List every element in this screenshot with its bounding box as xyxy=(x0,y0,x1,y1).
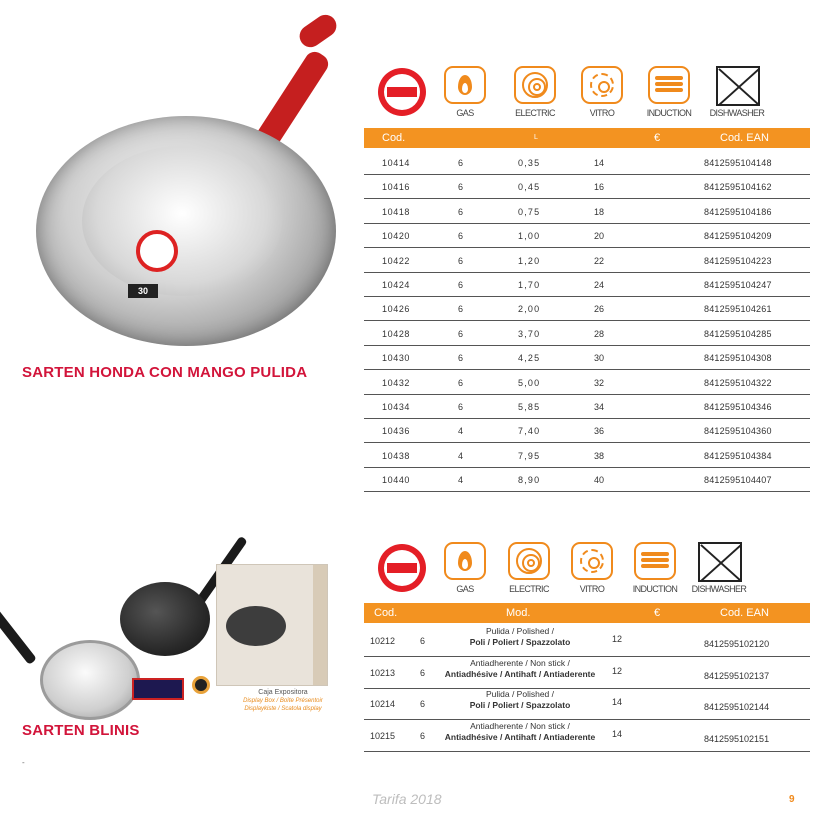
diameter-cm: 32 xyxy=(594,377,605,388)
electric-icon xyxy=(514,66,556,104)
la-ideal-brand-badge-icon xyxy=(378,68,426,116)
capacity-liters: 5,85 xyxy=(518,402,541,412)
table1-header xyxy=(364,128,810,148)
capacity-liters: 0,45 xyxy=(518,182,541,193)
gas-label: GAS xyxy=(456,108,474,118)
diameter-cm: 12 xyxy=(612,665,623,676)
table-row xyxy=(364,624,810,657)
product-code: 10440 xyxy=(382,475,411,486)
brand-sticker xyxy=(136,230,178,272)
box-quantity: 6 xyxy=(420,667,426,678)
vitro-label-2: VITRO xyxy=(579,584,605,594)
ean-code: 8412595104148 xyxy=(704,158,772,168)
box-quantity: 6 xyxy=(458,231,464,242)
table-row xyxy=(364,321,810,346)
electric-icon-2 xyxy=(508,542,550,580)
box-quantity: 6 xyxy=(458,255,464,266)
table-row xyxy=(364,394,810,419)
model-description xyxy=(430,721,610,743)
box-quantity: 6 xyxy=(458,304,464,315)
box-quantity: 6 xyxy=(420,730,426,741)
gas-icon-2 xyxy=(444,542,486,580)
diameter-cm: 12 xyxy=(612,634,623,644)
vitro-icon xyxy=(581,66,623,104)
table-row xyxy=(364,418,810,443)
ean-code: 8412595104162 xyxy=(704,182,772,193)
diameter-cm: 14 xyxy=(612,728,623,739)
model-line-2: Poli / Poliert / Spazzolato xyxy=(469,637,571,647)
pan-handle-end xyxy=(295,11,340,52)
table-row xyxy=(364,370,810,395)
diameter-cm: 20 xyxy=(594,231,605,242)
diameter-cm: 22 xyxy=(594,255,605,266)
diameter-cm: 40 xyxy=(594,475,605,486)
pan-handle-black xyxy=(0,572,37,665)
model-line-2: Antiadhésive / Antihaft / Antiaderente xyxy=(444,731,596,742)
product-code: 10418 xyxy=(382,206,411,217)
ean-code: 8412595104384 xyxy=(704,450,772,461)
vitari-logo xyxy=(132,678,184,700)
header-liters: L xyxy=(534,134,538,141)
ean-code: 8412595104261 xyxy=(704,304,772,315)
dishwasher-label-2: DISHWASHER xyxy=(691,584,747,594)
diameter-cm: 14 xyxy=(594,158,605,168)
model-description xyxy=(430,626,610,648)
product-code: 10420 xyxy=(382,231,411,242)
model-line-2: Antiadhésive / Antihaft / Antiaderente xyxy=(444,668,596,679)
induction-label: INDUCTION xyxy=(646,108,692,118)
ean-code: 8412595104407 xyxy=(704,475,772,486)
model-line-1: Antiadherente / Non stick / xyxy=(470,720,570,731)
table-row xyxy=(364,248,810,273)
capacity-liters: 1,70 xyxy=(518,280,541,290)
frying-pan-red-handle-image xyxy=(20,18,350,348)
ean-code: 8412595104247 xyxy=(704,280,772,290)
ean-code: 8412595104322 xyxy=(704,377,772,388)
catalog-footer: Tarifa 2018 xyxy=(372,791,442,807)
header2-ean: Cod. EAN xyxy=(720,607,769,619)
box-quantity: 6 xyxy=(458,206,464,217)
model-line-1: Pulida / Polished / xyxy=(485,689,555,699)
display-box-caption: Caja Expositora Display Box / Boîte Présentoir Displaykiste / Scatola display xyxy=(243,689,323,712)
capacity-liters: 5,00 xyxy=(518,377,541,388)
ean-code: 8412595102144 xyxy=(704,702,770,712)
box-quantity: 6 xyxy=(420,636,426,646)
dishwasher-label: DISHWASHER xyxy=(709,108,765,118)
product-code: 10422 xyxy=(382,255,411,266)
dishwasher-crossed-icon-2 xyxy=(698,542,742,582)
capacity-liters: 4,25 xyxy=(518,353,541,364)
product1-title: SARTEN HONDA CON MANGO PULIDA xyxy=(22,364,308,381)
dishwasher-crossed-icon xyxy=(716,66,760,106)
box-quantity: 6 xyxy=(458,158,464,168)
ean-code: 8412595104186 xyxy=(704,206,772,217)
diameter-cm: 14 xyxy=(612,697,623,707)
capacity-liters: 8,90 xyxy=(518,475,541,486)
display-box-pan xyxy=(226,606,286,646)
product-code: 10428 xyxy=(382,328,411,339)
product-code: 10215 xyxy=(370,730,396,741)
ean-code: 8412595104285 xyxy=(704,328,772,339)
gas-icon xyxy=(444,66,486,104)
box-quantity: 6 xyxy=(458,377,464,388)
table-row xyxy=(364,345,810,370)
box-quantity: 4 xyxy=(458,450,464,461)
table-row xyxy=(364,687,810,720)
capacity-liters: 1,20 xyxy=(518,255,541,266)
box-quantity: 6 xyxy=(420,699,426,709)
diameter-cm: 26 xyxy=(594,304,605,315)
electric-label-2: ELECTRIC xyxy=(509,584,549,594)
small-dash: - xyxy=(22,758,25,767)
ean-code: 8412595102120 xyxy=(704,639,770,649)
pan-size-tag: 30 xyxy=(128,284,158,298)
diameter-cm: 18 xyxy=(594,206,605,217)
product-code: 10434 xyxy=(382,402,411,412)
capacity-liters: 0,35 xyxy=(518,158,541,168)
box-quantity: 6 xyxy=(458,402,464,412)
diameter-cm: 38 xyxy=(594,450,605,461)
product-code: 10430 xyxy=(382,353,411,364)
polished-blini-pan xyxy=(40,640,140,720)
model-description xyxy=(430,658,610,680)
ean-code: 8412595104346 xyxy=(704,402,772,412)
header-cod: Cod. xyxy=(382,132,406,144)
diameter-cm: 24 xyxy=(594,280,605,290)
table-row xyxy=(364,719,810,752)
header2-price: € xyxy=(654,607,661,619)
nonstick-blini-pan xyxy=(120,582,210,656)
box-quantity: 6 xyxy=(458,353,464,364)
ean-code: 8412595104360 xyxy=(704,426,772,437)
capacity-liters: 3,70 xyxy=(518,328,541,339)
capacity-liters: 2,00 xyxy=(518,304,541,315)
box-quantity: 6 xyxy=(458,328,464,339)
table-row xyxy=(364,656,810,689)
product-code: 10432 xyxy=(382,377,411,388)
product-code: 10424 xyxy=(382,280,411,290)
product-code: 10414 xyxy=(382,158,411,168)
table2-header xyxy=(364,603,810,623)
model-line-1: Pulida / Polished / xyxy=(485,626,555,636)
ean-code: 8412595102151 xyxy=(704,733,770,744)
ean-code: 8412595104223 xyxy=(704,255,772,266)
product-code: 10426 xyxy=(382,304,411,315)
induction-label-2: INDUCTION xyxy=(632,584,678,594)
model-line-1: Antiadherente / Non stick / xyxy=(470,657,570,668)
diameter-cm: 28 xyxy=(594,328,605,339)
product-code: 10438 xyxy=(382,450,411,461)
product-code: 10214 xyxy=(370,699,396,709)
product2-title: SARTEN BLINIS xyxy=(22,722,140,739)
product-code: 10436 xyxy=(382,426,411,437)
product-code: 10213 xyxy=(370,667,396,678)
ean-code: 8412595104308 xyxy=(704,353,772,364)
gas-label-2: GAS xyxy=(456,584,474,594)
capacity-liters: 7,95 xyxy=(518,450,541,461)
induction-icon-2 xyxy=(634,542,676,580)
diameter-cm: 30 xyxy=(594,353,605,364)
table-row xyxy=(364,443,810,468)
header-price: € xyxy=(654,132,661,144)
electric-label: ELECTRIC xyxy=(515,108,555,118)
table-row xyxy=(364,150,810,175)
vitro-icon-2 xyxy=(571,542,613,580)
page-number: 9 xyxy=(789,794,795,805)
diameter-cm: 34 xyxy=(594,402,605,412)
model-description xyxy=(430,689,610,711)
product-code: 10416 xyxy=(382,182,411,193)
capacity-liters: 7,40 xyxy=(518,426,541,437)
table-row xyxy=(364,174,810,199)
header-ean: Cod. EAN xyxy=(720,132,769,144)
ean-code: 8412595104209 xyxy=(704,231,772,242)
vitro-label: VITRO xyxy=(589,108,615,118)
diameter-cm: 16 xyxy=(594,182,605,193)
box-quantity: 6 xyxy=(458,280,464,290)
table-row xyxy=(364,223,810,248)
table-row xyxy=(364,467,810,492)
diameter-cm: 36 xyxy=(594,426,605,437)
table-row xyxy=(364,272,810,297)
table-row xyxy=(364,296,810,321)
header2-mod: Mod. xyxy=(506,607,531,619)
ean-code: 8412595102137 xyxy=(704,670,770,681)
box-quantity: 4 xyxy=(458,426,464,437)
box-quantity: 6 xyxy=(458,182,464,193)
box-quantity: 4 xyxy=(458,475,464,486)
header2-cod: Cod. xyxy=(374,607,398,619)
product-code: 10212 xyxy=(370,636,396,646)
capacity-liters: 0,75 xyxy=(518,206,541,217)
table-row xyxy=(364,199,810,224)
mini-pan-icon xyxy=(192,676,210,694)
pan-inner xyxy=(82,146,282,296)
la-ideal-brand-badge-icon-2 xyxy=(378,544,426,592)
capacity-liters: 1,00 xyxy=(518,231,541,242)
induction-icon xyxy=(648,66,690,104)
model-line-2: Poli / Poliert / Spazzolato xyxy=(469,700,571,710)
